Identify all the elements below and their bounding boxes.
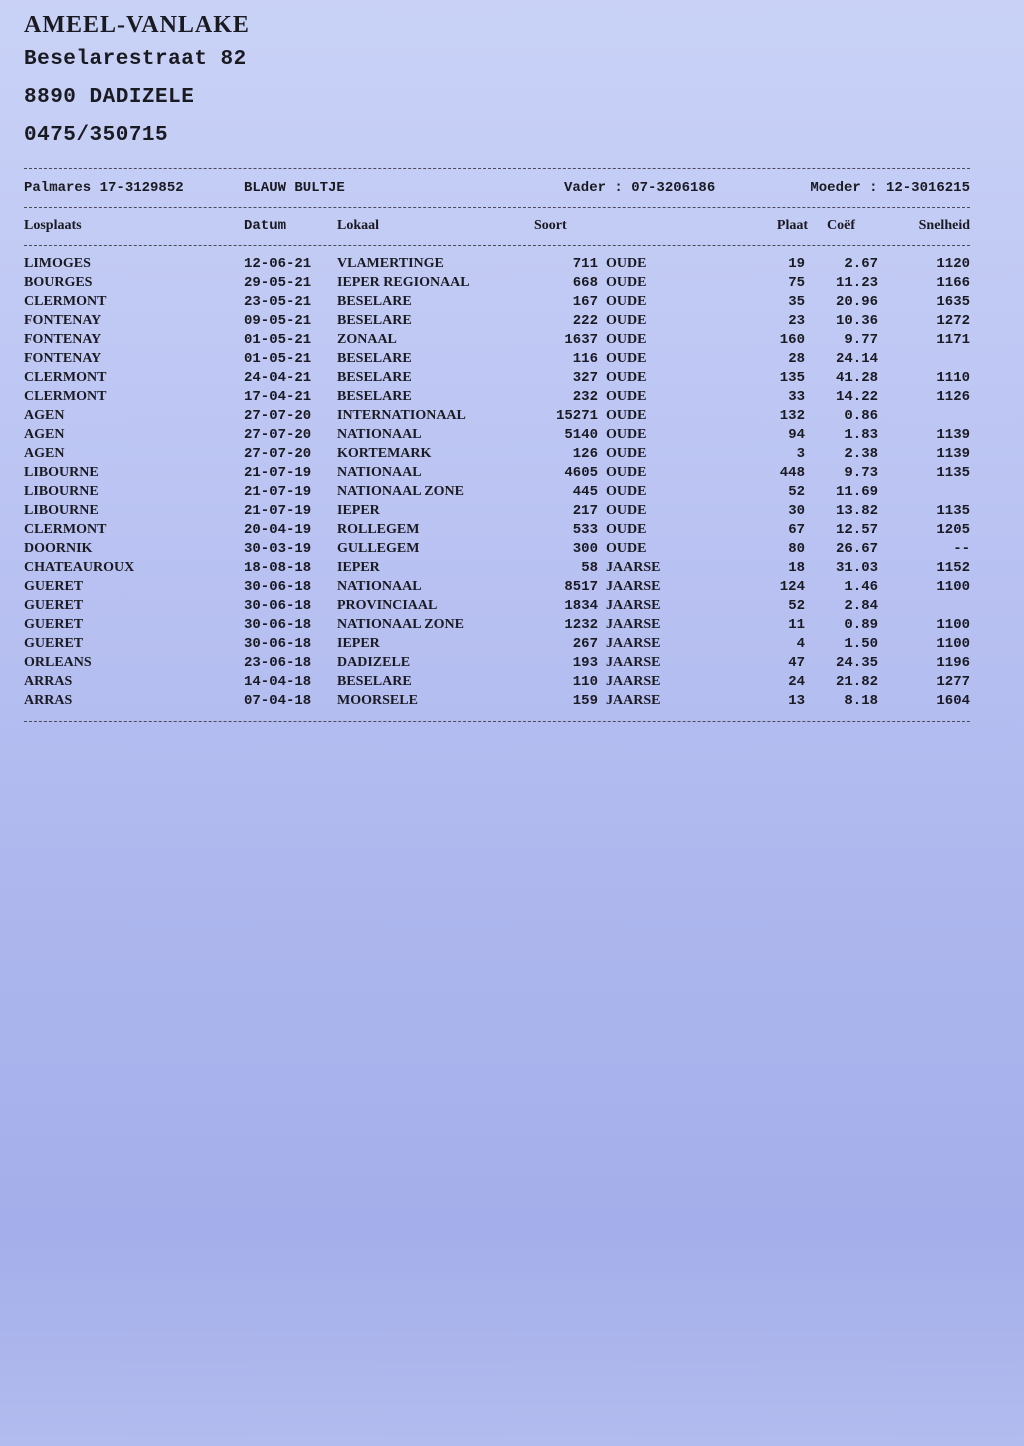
cell-coef: 31.03 [835,560,878,576]
cell-deelnemers: 267 [572,636,598,652]
cell-snelheid: 1152 [936,560,970,576]
owner-name: AMEEL-VANLAKE [24,12,250,38]
sire-ring: Vader : 07-3206186 [564,180,716,196]
table-row [24,522,970,541]
cell-lokaal: IEPER [337,560,380,575]
cell-soort: JAARSE [606,636,661,651]
cell-losplaats: CHATEAUROUX [24,560,135,575]
cell-coef: 0.86 [844,408,878,424]
cell-datum: 30-03-19 [244,541,312,557]
cell-lokaal: NATIONAAL ZONE [337,617,464,632]
cell-coef: 2.67 [844,256,878,272]
cell-losplaats: GUERET [24,636,84,651]
cell-datum: 07-04-18 [244,693,312,709]
table-row [24,389,970,408]
cell-snelheid: 1635 [936,294,970,310]
cell-snelheid: 1196 [936,655,970,671]
divider-header [24,207,970,208]
table-row [24,674,970,693]
table-row [24,408,970,427]
cell-coef: 2.84 [844,598,878,614]
cell-losplaats: CLERMONT [24,294,107,309]
cell-deelnemers: 668 [572,275,598,291]
cell-soort: OUDE [606,465,647,480]
col-lokaal: Lokaal [337,218,380,233]
cell-losplaats: DOORNIK [24,541,93,556]
cell-coef: 8.18 [844,693,878,709]
cell-plaat: 124 [779,579,805,595]
cell-coef: 21.82 [835,674,878,690]
cell-plaat: 13 [788,693,805,709]
cell-soort: OUDE [606,275,647,290]
cell-deelnemers: 5140 [564,427,598,443]
cell-plaat: 52 [788,484,805,500]
cell-soort: OUDE [606,351,647,366]
cell-deelnemers: 167 [572,294,598,310]
cell-losplaats: ORLEANS [24,655,92,670]
cell-lokaal: BESELARE [337,313,412,328]
cell-plaat: 4 [796,636,805,652]
cell-coef: 26.67 [835,541,878,557]
cell-soort: OUDE [606,332,647,347]
divider-columns [24,245,970,246]
cell-snelheid: 1166 [936,275,970,291]
cell-deelnemers: 58 [581,560,598,576]
cell-deelnemers: 300 [572,541,598,557]
cell-plaat: 3 [796,446,805,462]
col-datum: Datum [244,218,287,234]
cell-plaat: 160 [779,332,805,348]
cell-lokaal: MOORSELE [337,693,418,708]
cell-coef: 9.77 [844,332,878,348]
cell-coef: 12.57 [835,522,878,538]
cell-snelheid: 1110 [936,370,970,386]
cell-snelheid: 1135 [936,503,970,519]
cell-plaat: 67 [788,522,805,538]
cell-soort: OUDE [606,446,647,461]
cell-deelnemers: 711 [572,256,598,272]
cell-deelnemers: 110 [572,674,598,690]
table-row [24,560,970,579]
cell-lokaal: PROVINCIAAL [337,598,438,613]
cell-datum: 30-06-18 [244,579,312,595]
cell-datum: 21-07-19 [244,465,312,481]
cell-deelnemers: 193 [572,655,598,671]
table-row [24,484,970,503]
cell-losplaats: FONTENAY [24,313,102,328]
col-plaat: Plaat [776,218,808,233]
cell-coef: 10.36 [835,313,878,329]
cell-lokaal: DADIZELE [337,655,411,670]
cell-lokaal: BESELARE [337,674,412,689]
table-row [24,503,970,522]
col-snelheid: Snelheid [918,218,970,233]
cell-losplaats: GUERET [24,598,84,613]
cell-plaat: 135 [779,370,805,386]
cell-datum: 30-06-18 [244,617,312,633]
cell-coef: 2.38 [844,446,878,462]
cell-soort: OUDE [606,408,647,423]
cell-lokaal: IEPER [337,636,380,651]
cell-plaat: 94 [788,427,805,443]
cell-datum: 21-07-19 [244,484,312,500]
table-row [24,598,970,617]
cell-soort: JAARSE [606,617,661,632]
cell-plaat: 19 [788,256,805,272]
cell-datum: 01-05-21 [244,351,312,367]
table-row [24,579,970,598]
cell-snelheid: 1171 [936,332,970,348]
cell-soort: OUDE [606,294,647,309]
owner-phone: 0475/350715 [24,124,169,147]
cell-coef: 13.82 [835,503,878,519]
table-row [24,370,970,389]
cell-plaat: 28 [788,351,805,367]
cell-losplaats: FONTENAY [24,332,102,347]
cell-plaat: 75 [788,275,805,291]
cell-datum: 23-05-21 [244,294,312,310]
cell-deelnemers: 232 [572,389,598,405]
cell-deelnemers: 1637 [564,332,598,348]
cell-deelnemers: 1232 [564,617,598,633]
cell-lokaal: VLAMERTINGE [337,256,444,271]
palmares-label: Palmares 17-3129852 [24,180,184,196]
cell-deelnemers: 15271 [555,408,598,424]
cell-losplaats: CLERMONT [24,389,107,404]
col-losplaats: Losplaats [24,218,82,233]
cell-coef: 1.83 [844,427,878,443]
cell-plaat: 33 [788,389,805,405]
cell-plaat: 132 [779,408,805,424]
cell-snelheid: 1120 [936,256,970,272]
cell-losplaats: LIBOURNE [24,465,99,480]
cell-coef: 24.35 [835,655,878,671]
cell-plaat: 23 [788,313,805,329]
cell-soort: OUDE [606,427,647,442]
cell-datum: 27-07-20 [244,446,312,462]
cell-losplaats: BOURGES [24,275,93,290]
cell-soort: OUDE [606,313,647,328]
cell-lokaal: NATIONAAL ZONE [337,484,464,499]
table-row [24,313,970,332]
cell-coef: 41.28 [835,370,878,386]
cell-snelheid: 1277 [936,674,970,690]
cell-losplaats: AGEN [24,408,65,423]
cell-plaat: 18 [788,560,805,576]
cell-plaat: 52 [788,598,805,614]
cell-losplaats: CLERMONT [24,522,107,537]
cell-snelheid: 1272 [936,313,970,329]
cell-soort: OUDE [606,484,647,499]
cell-lokaal: GULLEGEM [337,541,420,556]
table-row [24,332,970,351]
cell-lokaal: NATIONAAL [337,465,422,480]
cell-lokaal: ROLLEGEM [337,522,420,537]
dam-ring: Moeder : 12-3016215 [810,180,970,196]
cell-plaat: 47 [788,655,805,671]
pigeon-name: BLAUW BULTJE [244,180,345,196]
cell-snelheid: 1205 [936,522,970,538]
cell-lokaal: NATIONAAL [337,427,422,442]
cell-lokaal: BESELARE [337,370,412,385]
cell-coef: 11.23 [835,275,878,291]
cell-losplaats: GUERET [24,579,84,594]
cell-soort: OUDE [606,389,647,404]
table-row [24,541,970,560]
cell-deelnemers: 4605 [564,465,598,481]
cell-snelheid: 1135 [936,465,970,481]
cell-datum: 12-06-21 [244,256,312,272]
cell-coef: 20.96 [835,294,878,310]
cell-soort: OUDE [606,522,647,537]
cell-lokaal: INTERNATIONAAL [337,408,466,423]
cell-soort: OUDE [606,541,647,556]
cell-losplaats: LIMOGES [24,256,91,271]
cell-datum: 24-04-21 [244,370,312,386]
cell-datum: 27-07-20 [244,427,312,443]
cell-soort: JAARSE [606,674,661,689]
cell-snelheid: 1100 [936,636,970,652]
cell-lokaal: BESELARE [337,294,412,309]
cell-deelnemers: 327 [572,370,598,386]
cell-coef: 11.69 [835,484,878,500]
cell-datum: 09-05-21 [244,313,312,329]
cell-datum: 01-05-21 [244,332,312,348]
table-row [24,427,970,446]
cell-snelheid: 1100 [936,617,970,633]
cell-plaat: 24 [788,674,805,690]
cell-soort: JAARSE [606,693,661,708]
cell-losplaats: CLERMONT [24,370,107,385]
cell-snelheid: 1126 [936,389,970,405]
cell-losplaats: ARRAS [24,693,73,708]
cell-coef: 9.73 [844,465,878,481]
cell-coef: 24.14 [835,351,878,367]
cell-snelheid: -- [953,541,970,557]
cell-deelnemers: 8517 [564,579,598,595]
cell-losplaats: GUERET [24,617,84,632]
divider-bottom [24,721,970,722]
cell-snelheid: 1100 [936,579,970,595]
cell-datum: 20-04-19 [244,522,312,538]
cell-datum: 14-04-18 [244,674,312,690]
cell-losplaats: LIBOURNE [24,484,99,499]
cell-deelnemers: 116 [572,351,598,367]
cell-datum: 21-07-19 [244,503,312,519]
col-soort: Soort [534,218,567,233]
owner-street: Beselarestraat 82 [24,48,247,71]
table-row [24,655,970,674]
cell-plaat: 11 [788,617,805,633]
cell-lokaal: IEPER REGIONAAL [337,275,470,290]
table-row [24,294,970,313]
cell-losplaats: ARRAS [24,674,73,689]
cell-losplaats: AGEN [24,427,65,442]
cell-plaat: 448 [779,465,805,481]
cell-soort: OUDE [606,503,647,518]
cell-plaat: 35 [788,294,805,310]
cell-lokaal: NATIONAAL [337,579,422,594]
cell-coef: 0.89 [844,617,878,633]
table-row [24,465,970,484]
cell-datum: 18-08-18 [244,560,312,576]
cell-coef: 1.46 [844,579,878,595]
pigeon-header [24,180,970,200]
table-row [24,636,970,655]
cell-coef: 1.50 [844,636,878,652]
results-table [24,256,970,712]
table-row [24,275,970,294]
cell-lokaal: BESELARE [337,351,412,366]
cell-datum: 30-06-18 [244,598,312,614]
cell-soort: JAARSE [606,598,661,613]
cell-snelheid: 1604 [936,693,970,709]
owner-city: 8890 DADIZELE [24,86,195,109]
cell-deelnemers: 445 [572,484,598,500]
cell-soort: JAARSE [606,655,661,670]
cell-losplaats: LIBOURNE [24,503,99,518]
cell-datum: 27-07-20 [244,408,312,424]
cell-deelnemers: 159 [572,693,598,709]
cell-snelheid: 1139 [936,427,970,443]
cell-lokaal: ZONAAL [337,332,397,347]
cell-datum: 17-04-21 [244,389,312,405]
cell-lokaal: IEPER [337,503,380,518]
table-row [24,256,970,275]
cell-plaat: 80 [788,541,805,557]
cell-datum: 30-06-18 [244,636,312,652]
cell-datum: 29-05-21 [244,275,312,291]
cell-losplaats: FONTENAY [24,351,102,366]
cell-lokaal: BESELARE [337,389,412,404]
cell-losplaats: AGEN [24,446,65,461]
cell-coef: 14.22 [835,389,878,405]
cell-deelnemers: 217 [572,503,598,519]
cell-snelheid: 1139 [936,446,970,462]
table-row [24,693,970,712]
table-row [24,617,970,636]
cell-deelnemers: 533 [572,522,598,538]
cell-deelnemers: 222 [572,313,598,329]
column-headers [24,218,970,238]
cell-datum: 23-06-18 [244,655,312,671]
table-row [24,446,970,465]
cell-soort: JAARSE [606,560,661,575]
cell-soort: JAARSE [606,579,661,594]
table-row [24,351,970,370]
cell-soort: OUDE [606,370,647,385]
cell-soort: OUDE [606,256,647,271]
col-coef: Coëf [827,218,855,233]
divider-top [24,168,970,169]
cell-deelnemers: 126 [572,446,598,462]
cell-plaat: 30 [788,503,805,519]
cell-deelnemers: 1834 [564,598,598,614]
cell-lokaal: KORTEMARK [337,446,432,461]
